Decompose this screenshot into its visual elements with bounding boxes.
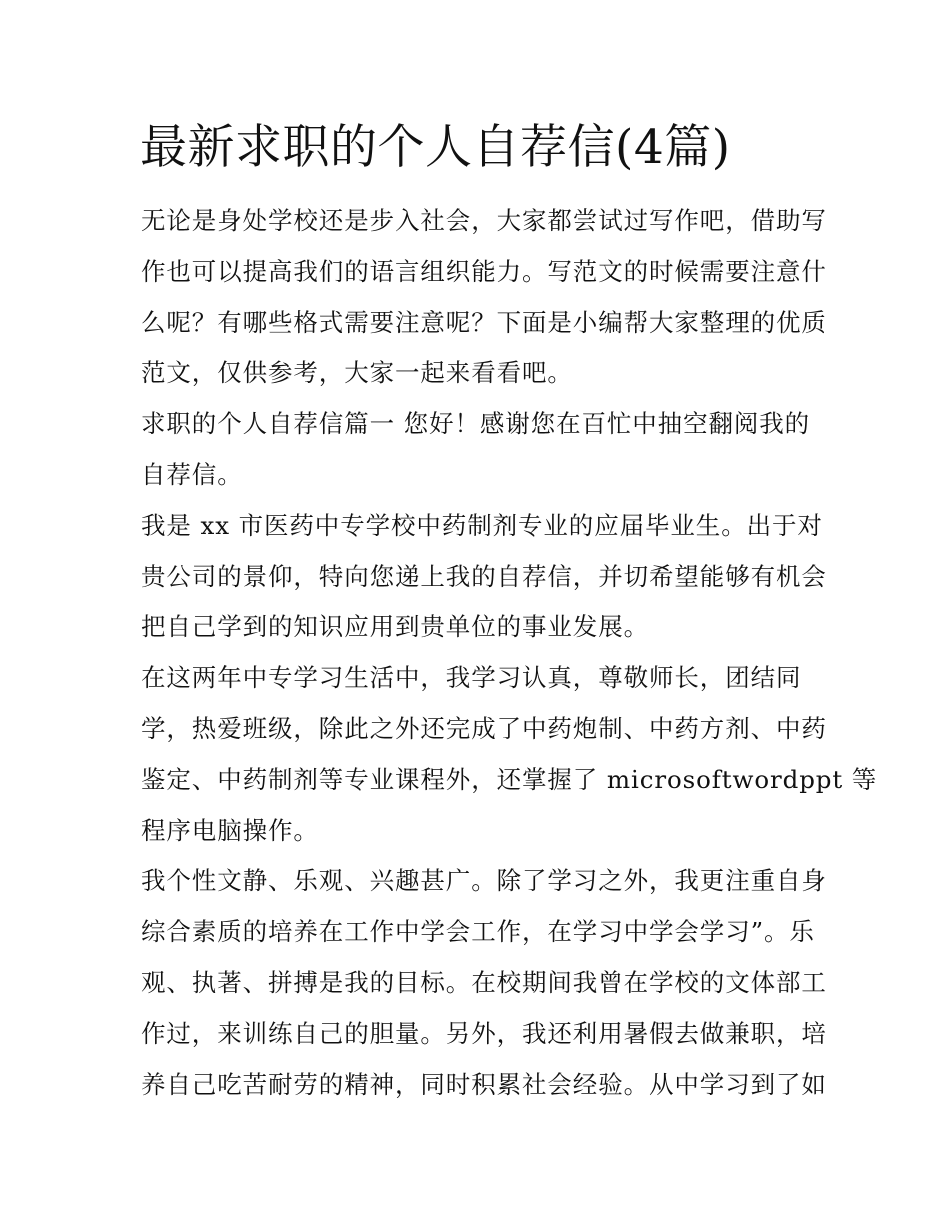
text-line: 我个性文静、乐观、兴趣甚广。除了学习之外，我更注重自身 xyxy=(141,866,827,896)
text-line: 把自己学到的知识应用到贵单位的事业发展。 xyxy=(141,612,649,642)
text-line: 综合素质的培养在工作中学会工作，在学习中学会学习”。乐 xyxy=(141,917,815,947)
text-line: 贵公司的景仰，特向您递上我的自荐信，并切希望能够有机会 xyxy=(141,561,827,591)
text-line: 作过，来训练自己的胆量。另外，我还利用暑假去做兼职，培 xyxy=(141,1018,827,1048)
text-line: 我是 xx 市医药中专学校中药制剂专业的应届毕业生。出于对 xyxy=(141,510,823,540)
text-line: 观、执著、拼搏是我的目标。在校期间我曾在学校的文体部工 xyxy=(141,967,827,997)
text-line: 范文，仅供参考，大家一起来看看吧。 xyxy=(141,358,573,388)
document-title: 最新求职的个人自荐信(4篇) xyxy=(140,120,731,175)
text-line: 程序电脑操作。 xyxy=(141,815,319,845)
text-line: 养自己吃苦耐劳的精神，同时积累社会经验。从中学习到了如 xyxy=(141,1069,827,1099)
text-line: 在这两年中专学习生活中，我学习认真，尊敬师长，团结同 xyxy=(141,663,802,693)
text-line: 无论是身处学校还是步入社会，大家都尝试过写作吧，借助写 xyxy=(141,206,827,235)
text-line: 作也可以提高我们的语言组织能力。写范文的时候需要注意什 xyxy=(141,256,827,286)
text-line: 学，热爱班级，除此之外还完成了中药炮制、中药方剂、中药 xyxy=(141,713,827,743)
text-line: 求职的个人自荐信篇一 您好！感谢您在百忙中抽空翻阅我的 xyxy=(141,409,811,439)
document-body xyxy=(141,196,878,1110)
text-line: 自荐信。 xyxy=(141,459,243,489)
text-line: 鉴定、中药制剂等专业课程外，还掌握了 microsoftwordppt 等 xyxy=(141,764,878,794)
text-line: 么呢？有哪些格式需要注意呢？下面是小编帮大家整理的优质 xyxy=(141,307,827,337)
